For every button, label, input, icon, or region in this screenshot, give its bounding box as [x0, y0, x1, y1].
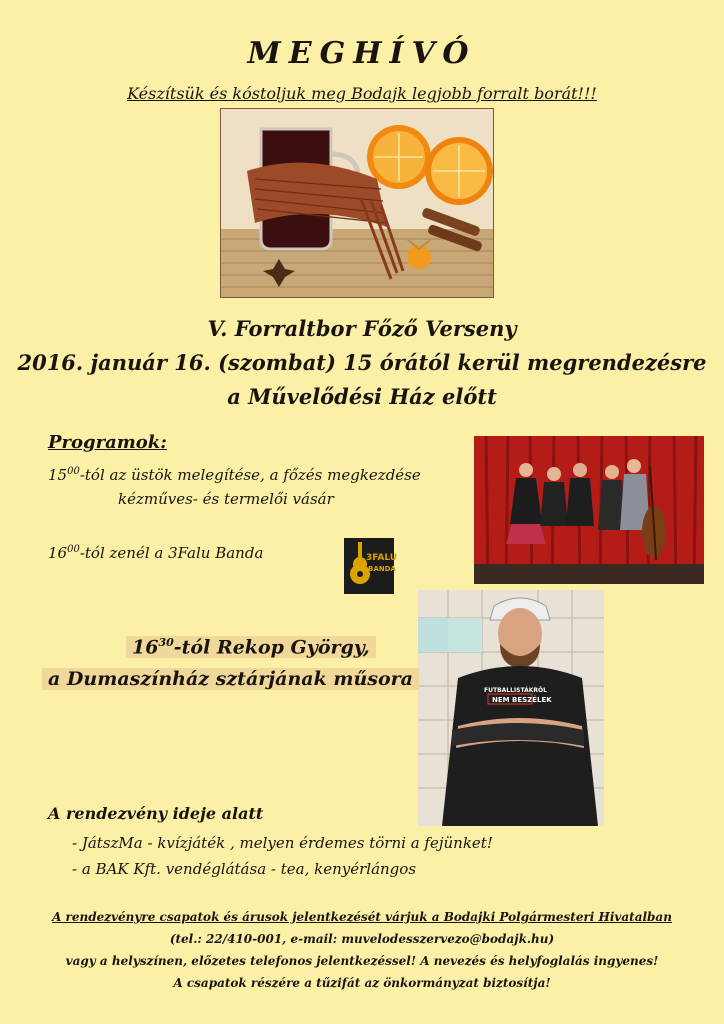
during-item-1: - JátszMa - kvízjáték , melyen érdemes törni a fejünket!	[72, 834, 493, 852]
program-item-1b: kézműves- és termelői vásár	[118, 490, 334, 508]
program-item-3-text: -tól Rekop György,	[173, 636, 370, 659]
footer-line-3: vagy a helyszínen, előzetes telefonos jelentkezéssel! A nevezés és helyfoglalás ingyenes!	[65, 954, 659, 968]
comedian-illustration	[418, 590, 604, 826]
comedian-line-1	[126, 636, 376, 658]
program-item-1	[48, 466, 421, 484]
event-location: a Művelődési Ház előtt	[227, 384, 497, 409]
program-item-1-minute: 00	[67, 466, 80, 477]
page-subtitle: Készítsük és kóstoljuk meg Bodajk legjobb forralt borát!!!	[127, 84, 597, 103]
program-item-2-minute: 00	[67, 544, 80, 555]
program-item-2	[48, 544, 263, 562]
program-item-2-text: -tól zenél a 3Falu Banda	[79, 544, 264, 562]
page-title: MEGHÍVÓ	[247, 36, 477, 71]
footer-line-4: A csapatok részére a tűzifát az önkormányzat biztosítja!	[173, 976, 551, 990]
3falu-banda-logo	[344, 538, 398, 594]
shirt-text-1: FUTBALLISTÁKRÓL	[484, 687, 547, 694]
event-name: V. Forraltbor Főző Verseny	[207, 316, 517, 341]
program-item-2-hour: 16	[48, 544, 68, 562]
program-item-3-minute: 30	[158, 636, 174, 649]
during-heading: A rendezvény ideje alatt	[48, 804, 264, 823]
shirt-text-2: NEM BESZÉLEK	[492, 696, 552, 704]
during-item-2: - a BAK Kft. vendéglátása - tea, kenyérlángos	[72, 860, 417, 878]
program-heading: Programok:	[48, 432, 167, 453]
band-photo	[474, 436, 704, 584]
event-date: 2016. január 16. (szombat) 15 órától kerül megrendezésre	[17, 350, 707, 375]
footer-line-1: A rendezvényre csapatok és árusok jelentkezését várjuk a Bodajki Polgármesteri Hivatalban	[52, 910, 672, 924]
program-item-3-hour: 16	[132, 636, 159, 659]
comedian-photo	[418, 590, 604, 826]
comedian-line-2: a Dumaszínház sztárjának műsora	[42, 668, 419, 690]
mulled-wine-illustration	[221, 109, 493, 297]
logo-text-2: BANDA	[368, 565, 396, 573]
logo-text-1: 3FALU	[366, 553, 398, 563]
mulled-wine-photo	[220, 108, 494, 298]
band-illustration	[474, 436, 704, 584]
program-item-1-hour: 15	[48, 466, 68, 484]
footer-line-2: (tel.: 22/410-001, e-mail: muvelodesszervezo@bodajk.hu)	[169, 932, 555, 946]
program-item-1-text: -tól az üstök melegítése, a főzés megkezdése	[79, 466, 421, 484]
